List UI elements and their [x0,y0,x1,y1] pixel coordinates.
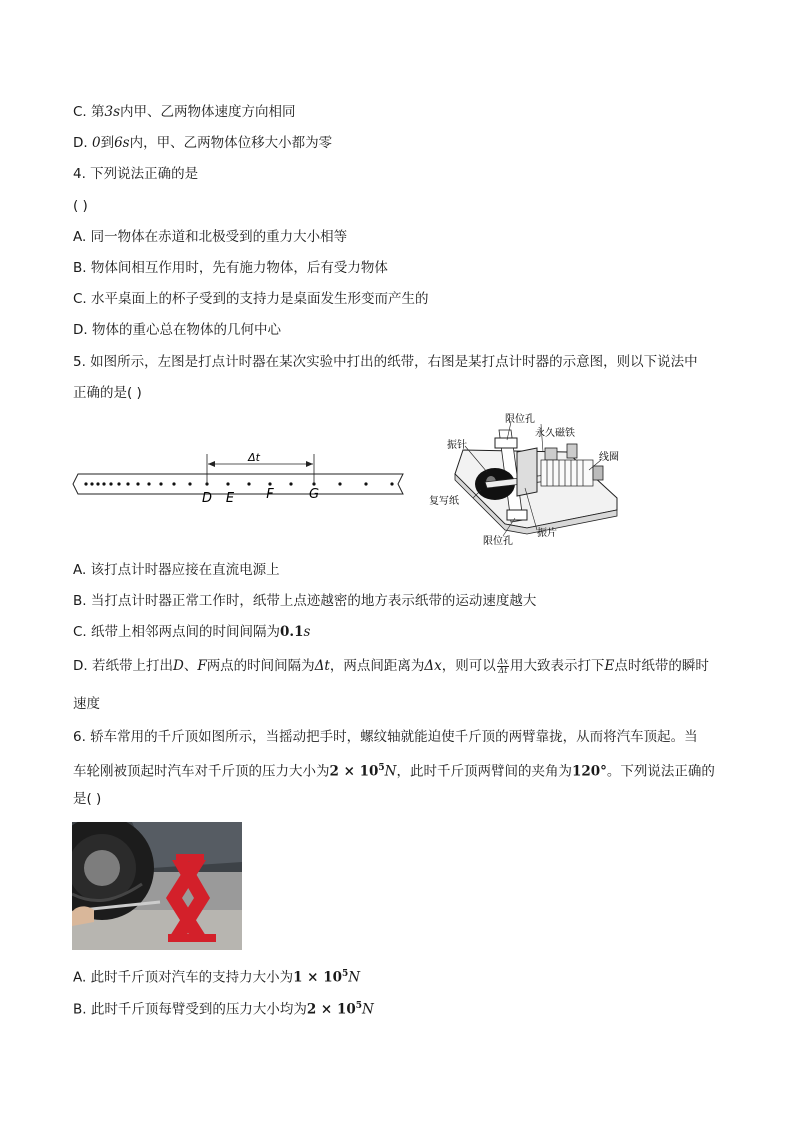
tape-label-e: E [225,491,235,506]
timer-label-carbon-paper: 复写纸 [429,496,459,507]
timer-apparatus-figure [425,412,625,550]
car-jack-photo [72,822,242,950]
q6-stem-line3: 是( ) [73,791,102,807]
tape-label-g: G [308,487,320,502]
q5-option-d: D. 若纸带上打出D、F两点的时间间隔为Δt，两点间距离为Δx，则可以 $\frac{\Delta x}{\Delta t}$ 用大致表示打下E点时纸带的瞬时 [73,656,709,675]
timer-label-vibrating-strip: 振片 [537,528,557,539]
q6-option-b: B. 此时千斤顶每臂受到的压力大小均为$2 \times 10^5N$ [73,1001,374,1018]
q4-answer-blank: ( ) [73,198,88,214]
q5-stem-line1: 5. 如图所示，左图是打点计时器在某次实验中打出的纸带，右图是某打点计时器的示意图，则以下说法中 [73,354,698,370]
tape-label-f: F [266,487,274,502]
paper-tape-figure [70,448,410,508]
q4-stem: 4. 下列说法正确的是 [73,166,199,182]
q5-stem-line2: 正确的是( ) [73,385,142,401]
timer-label-coil: 线圈 [599,452,619,463]
q4-option-b: B. 物体间相互作用时，先有施力物体，后有受力物体 [73,260,388,276]
tape-label-d: D [201,491,213,506]
q4-option-c: C. 水平桌面上的杯子受到的支持力是桌面发生形变而产生的 [73,291,429,307]
q5-option-d-line2: 速度 [73,696,100,712]
q6-stem-line2: 车轮刚被顶起时汽车对千斤顶的压力大小为$2 \times 10^5N$，此时千斤顶两臂间的夹角为120°。下列说法正确的 [73,763,715,780]
timer-label-limit-hole-bottom: 限位孔 [483,536,513,547]
q6-option-a: A. 此时千斤顶对汽车的支持力大小为$1 \times 10^5N$ [73,969,361,986]
q6-stem-line1: 6. 轿车常用的千斤顶如图所示，当摇动把手时，螺纹轴就能迫使千斤顶的两臂靠拢，从而将汽车顶起。当 [73,729,698,745]
timer-label-permanent-magnet: 永久磁铁 [535,428,575,439]
q5-option-a: A. 该打点计时器应接在直流电源上 [73,562,280,578]
timer-label-needle: 振针 [447,440,467,451]
q3-option-d: D. 0到6s内，甲、乙两物体位移大小都为零 [73,135,333,151]
tape-label-dt: Δt [248,451,260,464]
q4-option-d: D. 物体的重心总在物体的几何中心 [73,322,281,338]
q5-option-c: C. 纸带上相邻两点间的时间间隔为0.1s [73,624,311,640]
q5-option-b: B. 当打点计时器正常工作时，纸带上点迹越密的地方表示纸带的运动速度越大 [73,593,537,609]
delta-x-over-delta-t: $\frac{\Delta x}{\Delta t}$ [497,656,509,675]
q4-option-a: A. 同一物体在赤道和北极受到的重力大小相等 [73,229,348,245]
q3-option-c: C. 第3s内甲、乙两物体速度方向相同 [73,104,296,120]
timer-label-limit-hole-top: 限位孔 [505,414,535,425]
